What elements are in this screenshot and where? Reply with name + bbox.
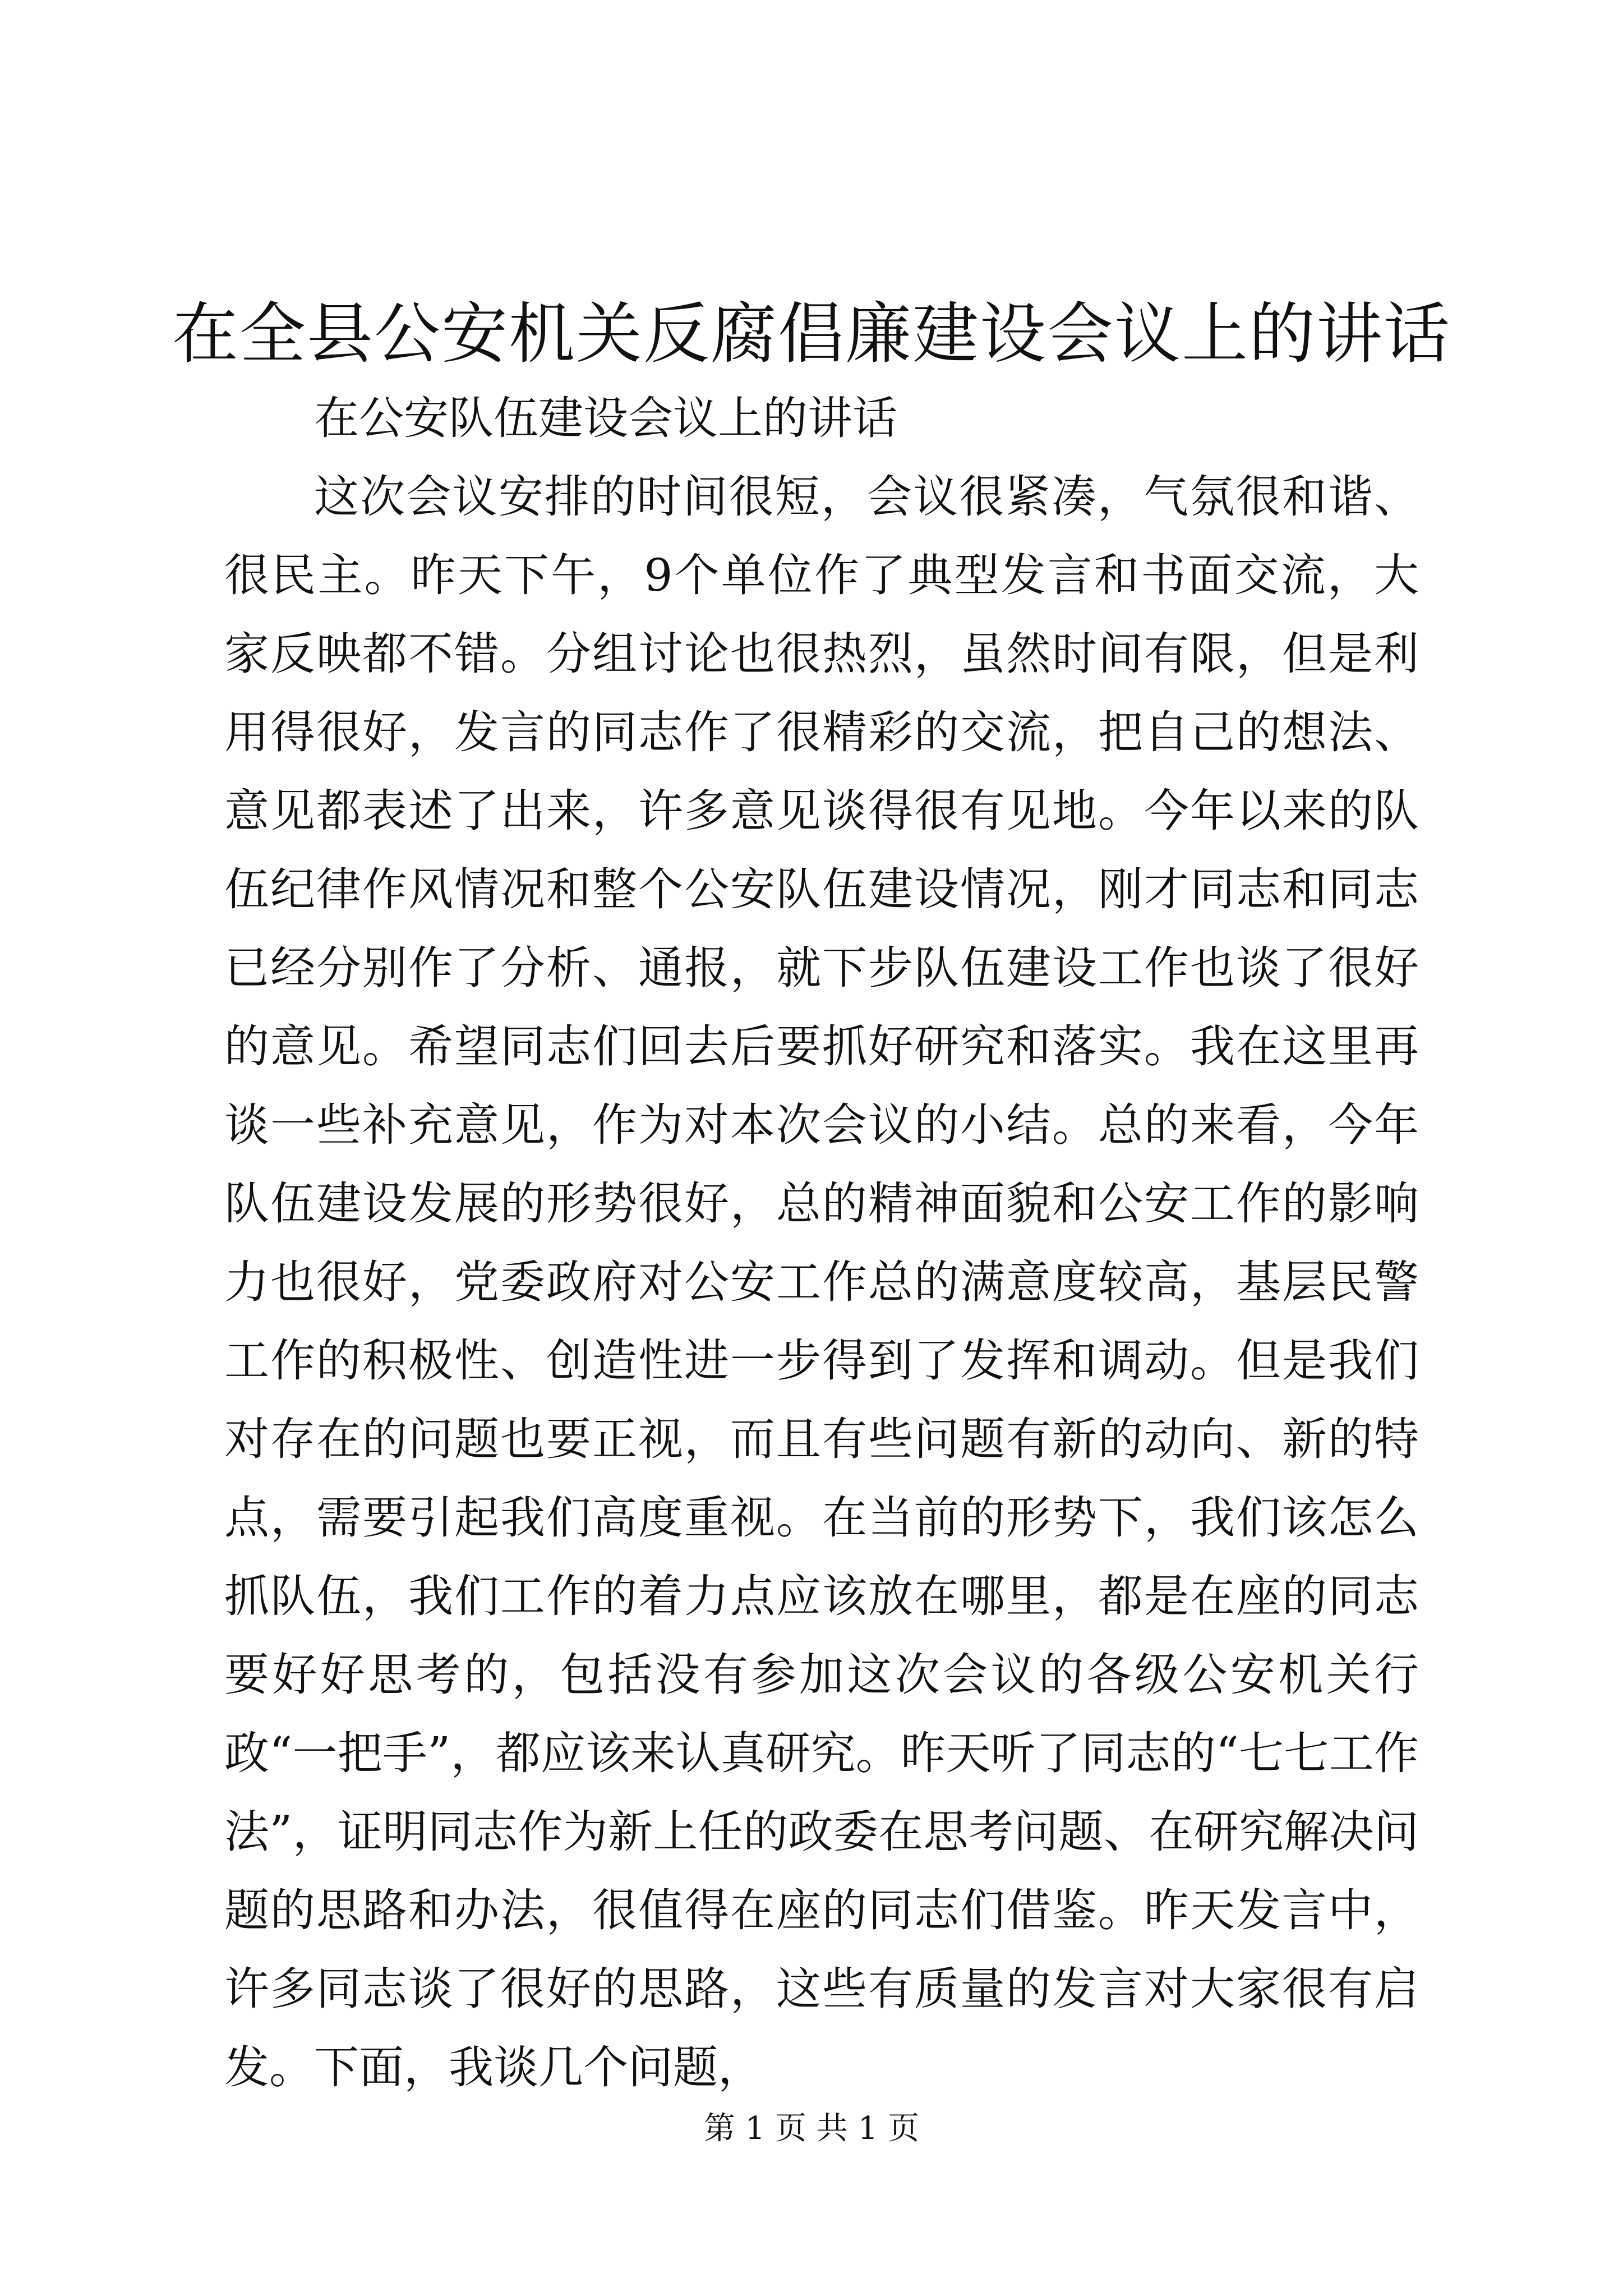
- document-body: [224, 379, 1419, 2107]
- body-paragraph: 这次会议安排的时间很短，会议很紧凑，气氛很和谐、很民主。昨天下午，9个单位作了典型发言和书面交流，大家反映都不错。分组讨论也很热烈，虽然时间有限，但是利用得很好，发言的同志作了很精彩的交流，把自己的想法、意见都表述了出来，许多意见谈得很有见地。今年以来的队伍纪律作风情况和整个公安队伍建设情况，刚才同志和同志已经分别作了分析、通报，就下步队伍建设工作也谈了很好的意见。希望同志们回去后要抓好研究和落实。我在这里再谈一些补充意见，作为对本次会议的小结。总的来看，今年队伍建设发展的形势很好，总的精神面貌和公安工作的影响力也很好，党委政府对公安工作总的满意度较高，基层民警工作的积极性、创造性进一步得到了发挥和调动。但是我们对存在的问题也要正视，而且有些问题有新的动向、新的特点，需要引起我们高度重视。在当前的形势下，我们该怎么抓队伍，我们工作的着力点应该放在哪里，都是在座的同志要好好思考的，包括没有参加这次会议的各级公安机关行政“一把手”，都应该来认真研究。昨天听了同志的“七七工作法”，证明同志作为新上任的政委在思考问题、在研究解决问题的思路和办法，很值得在座的同志们借鉴。昨天发言中，许多同志谈了很好的思路，这些有质量的发言对大家很有启发。下面，我谈几个问题，: [224, 471, 1419, 2093]
- subtitle-paragraph: 在公安队伍建设会议上的讲话: [314, 392, 897, 444]
- document-title: 在全县公安机关反腐倡廉建设会议上的讲话: [172, 295, 1451, 372]
- page-footer: 第 1 页 共 1 页: [703, 2110, 920, 2147]
